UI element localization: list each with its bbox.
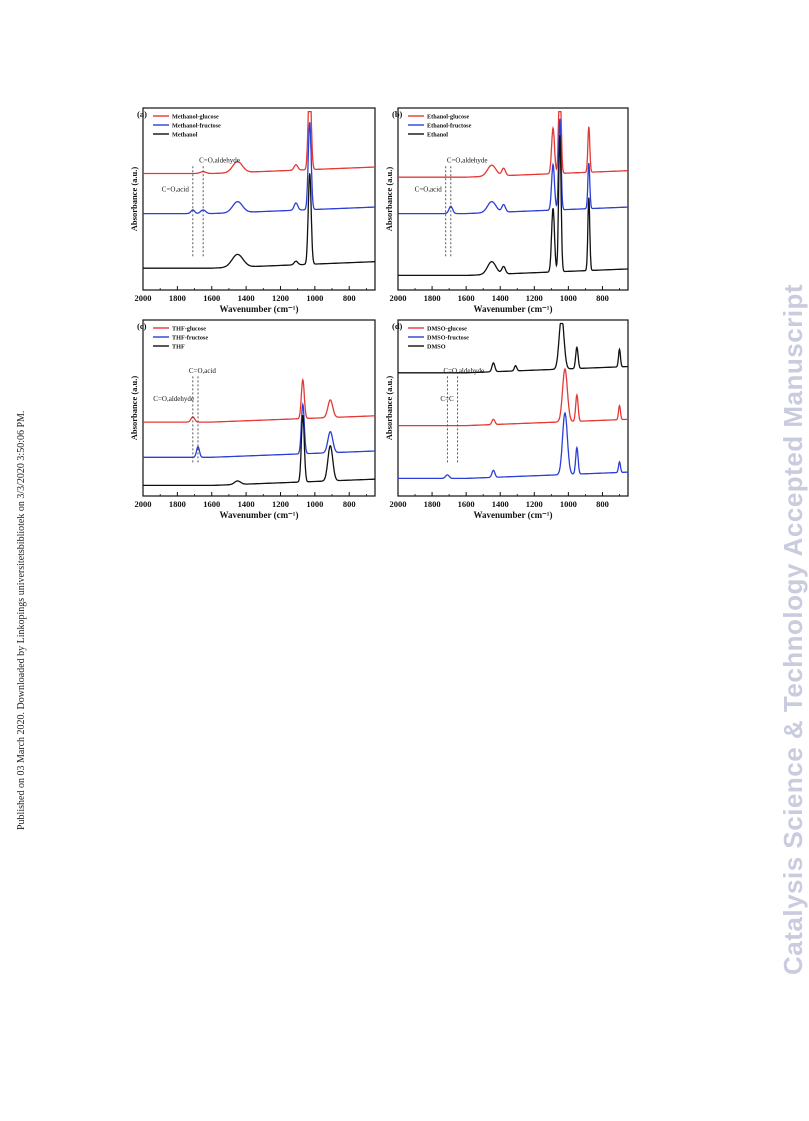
annotation-label: C=O,aldehyde <box>153 394 194 403</box>
x-tick-label: 2000 <box>389 499 407 509</box>
y-axis-label: Absorbance (a.u.) <box>129 166 139 232</box>
legend-label: THF-glucose <box>172 325 207 333</box>
y-axis-label: Absorbance (a.u.) <box>129 375 139 441</box>
legend-label: THF <box>172 343 185 351</box>
x-axis-label: Wavenumber (cm⁻¹) <box>219 304 299 314</box>
annotation-label: C=O,aldehyde <box>446 156 488 165</box>
x-tick-label: 1800 <box>168 293 186 303</box>
x-tick-label: 1400 <box>491 293 509 303</box>
x-tick-label: 1200 <box>525 499 543 509</box>
annotation-label: C=C <box>440 394 454 403</box>
legend-label: THF-fructose <box>172 334 209 342</box>
annotation-label: C=O,acid <box>188 366 216 375</box>
legend-label: DMSO-glucose <box>427 325 467 333</box>
legend-label: DMSO <box>427 343 446 351</box>
panel-0 <box>129 108 375 314</box>
series-line <box>143 415 375 485</box>
x-tick-label: 1600 <box>457 293 475 303</box>
legend-label: DMSO-fructose <box>427 334 469 342</box>
series-line <box>398 366 628 426</box>
x-tick-label: 1800 <box>423 499 441 509</box>
legend-label: Ethanol-glucose <box>427 113 470 121</box>
x-tick-label: 800 <box>342 499 356 509</box>
annotation-label: C=O,acid <box>414 185 442 194</box>
x-tick-label: 1200 <box>271 293 289 303</box>
series-line <box>398 135 628 275</box>
x-axis-label: Wavenumber (cm⁻¹) <box>473 304 553 314</box>
x-tick-label: 1600 <box>457 499 475 509</box>
x-tick-label: 1200 <box>271 499 289 509</box>
series-line <box>398 112 628 178</box>
x-axis-label: Wavenumber (cm⁻¹) <box>473 510 553 520</box>
x-tick-label: 1600 <box>203 293 221 303</box>
journal-watermark: Catalysis Science & Technology Accepted Manuscript <box>778 283 808 975</box>
x-tick-label: 1800 <box>423 293 441 303</box>
annotation-label: C=O,aldehyde <box>199 156 240 165</box>
panel-label: (a) <box>137 109 147 119</box>
panel-3 <box>384 320 628 520</box>
panel-label: (d) <box>392 321 403 331</box>
legend-label: Ethanol-fructose <box>427 122 472 130</box>
annotation-label: C=O,aldehyde <box>443 366 485 375</box>
x-tick-label: 800 <box>596 499 609 509</box>
x-axis-label: Wavenumber (cm⁻¹) <box>219 510 299 520</box>
series-line <box>143 405 375 458</box>
x-tick-label: 1000 <box>306 499 324 509</box>
y-axis-label: Absorbance (a.u.) <box>384 166 394 232</box>
x-tick-label: 2000 <box>389 293 407 303</box>
annotation-label: C=O,acid <box>161 185 189 194</box>
x-tick-label: 1200 <box>525 293 543 303</box>
x-tick-label: 800 <box>596 293 609 303</box>
panel-2 <box>129 320 375 520</box>
publication-note: Published on 03 March 2020. Downloaded by Linkopings universitetsbibliotek on 3/3/2020 3:50:06 PM. <box>16 410 27 830</box>
x-tick-label: 1400 <box>237 293 255 303</box>
legend-label: Methanol-glucose <box>172 113 219 121</box>
series-line <box>143 112 375 174</box>
x-tick-label: 800 <box>342 293 356 303</box>
panel-label: (c) <box>137 321 147 331</box>
y-axis-label: Absorbance (a.u.) <box>384 375 394 441</box>
x-tick-label: 1000 <box>559 293 577 303</box>
legend-label: Methanol-fructose <box>172 122 221 130</box>
x-tick-label: 1000 <box>559 499 577 509</box>
x-tick-label: 1600 <box>203 499 221 509</box>
panel-label: (b) <box>392 109 403 119</box>
series-line <box>398 413 628 478</box>
x-tick-label: 1400 <box>237 499 255 509</box>
x-tick-label: 1400 <box>491 499 509 509</box>
legend-label: Methanol <box>172 131 198 139</box>
x-tick-label: 1000 <box>306 293 324 303</box>
x-tick-label: 2000 <box>134 293 152 303</box>
panel-1 <box>384 108 628 314</box>
x-tick-label: 1800 <box>168 499 186 509</box>
legend-label: Ethanol <box>427 131 448 139</box>
x-tick-label: 2000 <box>134 499 152 509</box>
